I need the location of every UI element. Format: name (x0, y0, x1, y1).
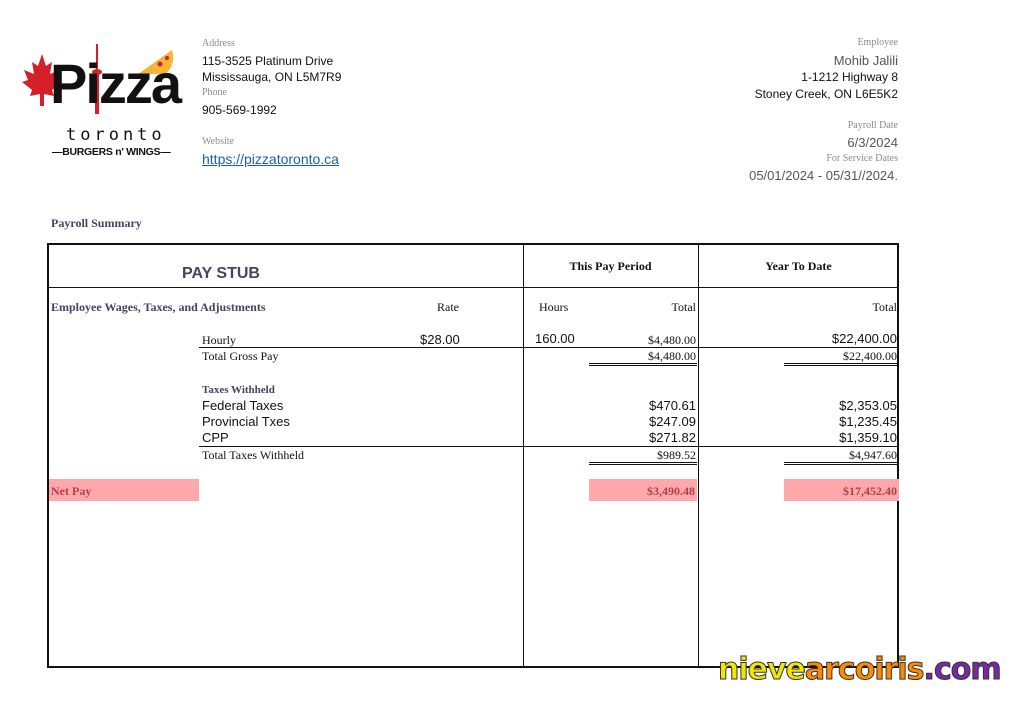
watermark (718, 652, 1001, 687)
total-taxes-period: $989.52 (657, 448, 696, 462)
total-taxes-label: Total Taxes Withheld (202, 448, 305, 462)
rate-header: Rate (437, 300, 459, 314)
address-label: Address (202, 38, 235, 49)
logo-tagline: —BURGERS n' WINGS— (52, 146, 171, 158)
watermark-part3: .com (923, 652, 1001, 687)
cpp-underline (199, 446, 897, 447)
cpp-ytd: $1,359.10 (839, 430, 897, 445)
hours-header: Hours (539, 300, 569, 314)
year-to-date-header: Year To Date (765, 259, 832, 273)
watermark-part1: nieve (718, 652, 805, 687)
net-pay-ytd: $17,452.40 (843, 484, 897, 498)
hourly-underline (199, 347, 897, 348)
payroll-date: 6/3/2024 (847, 135, 898, 150)
company-logo (20, 44, 180, 164)
watermark-part2: arcoiris (804, 652, 924, 687)
service-dates: 05/01/2024 - 05/31//2024. (749, 168, 898, 183)
gross-ytd-double-line (784, 363, 899, 366)
period-total-header: Total (671, 300, 696, 314)
phone-label: Phone (202, 87, 227, 98)
company-phone: 905-569-1992 (202, 103, 277, 117)
provincial-tax-ytd: $1,235.45 (839, 414, 897, 429)
employee-name: Mohib Jalili (833, 53, 898, 68)
logo-word: Pizza (50, 52, 181, 115)
payroll-summary-title: Payroll Summary (51, 216, 142, 230)
hourly-hours: 160.00 (535, 331, 575, 346)
provincial-tax-label: Provincial Txes (202, 414, 290, 429)
total-taxes-ytd: $4,947.60 (849, 448, 897, 462)
net-pay-label: Net Pay (51, 484, 92, 498)
header-divider (49, 287, 897, 288)
ytd-total-header: Total (872, 300, 897, 314)
website-label: Website (202, 136, 234, 147)
pay-stub-table (47, 243, 899, 668)
net-pay-period: $3,490.48 (647, 484, 695, 498)
federal-tax-period: $470.61 (649, 398, 696, 413)
gross-period-double-line (589, 363, 697, 366)
employee-address-line1: 1-1212 Highway 8 (801, 70, 898, 84)
gross-period-total: $4,480.00 (648, 349, 696, 363)
taxes-withheld-header: Taxes Withheld (202, 384, 275, 396)
payroll-date-label: Payroll Date (847, 120, 898, 131)
employee-label: Employee (857, 37, 898, 48)
hourly-ytd-total: $22,400.00 (831, 331, 897, 346)
taxes-ytd-double-line (784, 462, 899, 465)
company-address-line2: Mississauga, ON L5M7R9 (202, 70, 342, 84)
hourly-rate: $28.00 (420, 332, 460, 347)
taxes-period-double-line (589, 462, 697, 465)
gross-pay-label: Total Gross Pay (202, 349, 279, 363)
company-address-line1: 115-3525 Platinum Drive (202, 54, 334, 68)
divider-period (523, 245, 524, 666)
logo-city: toronto (66, 125, 166, 145)
hourly-period-total: $4,480.00 (648, 333, 696, 347)
divider-ytd (698, 245, 699, 666)
pay-stub-title: PAY STUB (182, 265, 260, 282)
service-dates-label: For Service Dates (826, 153, 898, 164)
company-website-link[interactable]: https://pizzatoronto.ca (202, 151, 339, 167)
hourly-label: Hourly (202, 333, 236, 347)
federal-tax-label: Federal Taxes (202, 398, 284, 413)
employee-address-line2: Stoney Creek, ON L6E5K2 (754, 87, 898, 101)
gross-ytd-total: $22,400.00 (843, 349, 897, 363)
cpp-period: $271.82 (649, 430, 696, 445)
cpp-label: CPP (202, 430, 229, 445)
federal-tax-ytd: $2,353.05 (839, 398, 897, 413)
provincial-tax-period: $247.09 (649, 414, 696, 429)
this-pay-period-header: This Pay Period (569, 259, 652, 273)
wages-header: Employee Wages, Taxes, and Adjustments (51, 300, 266, 314)
